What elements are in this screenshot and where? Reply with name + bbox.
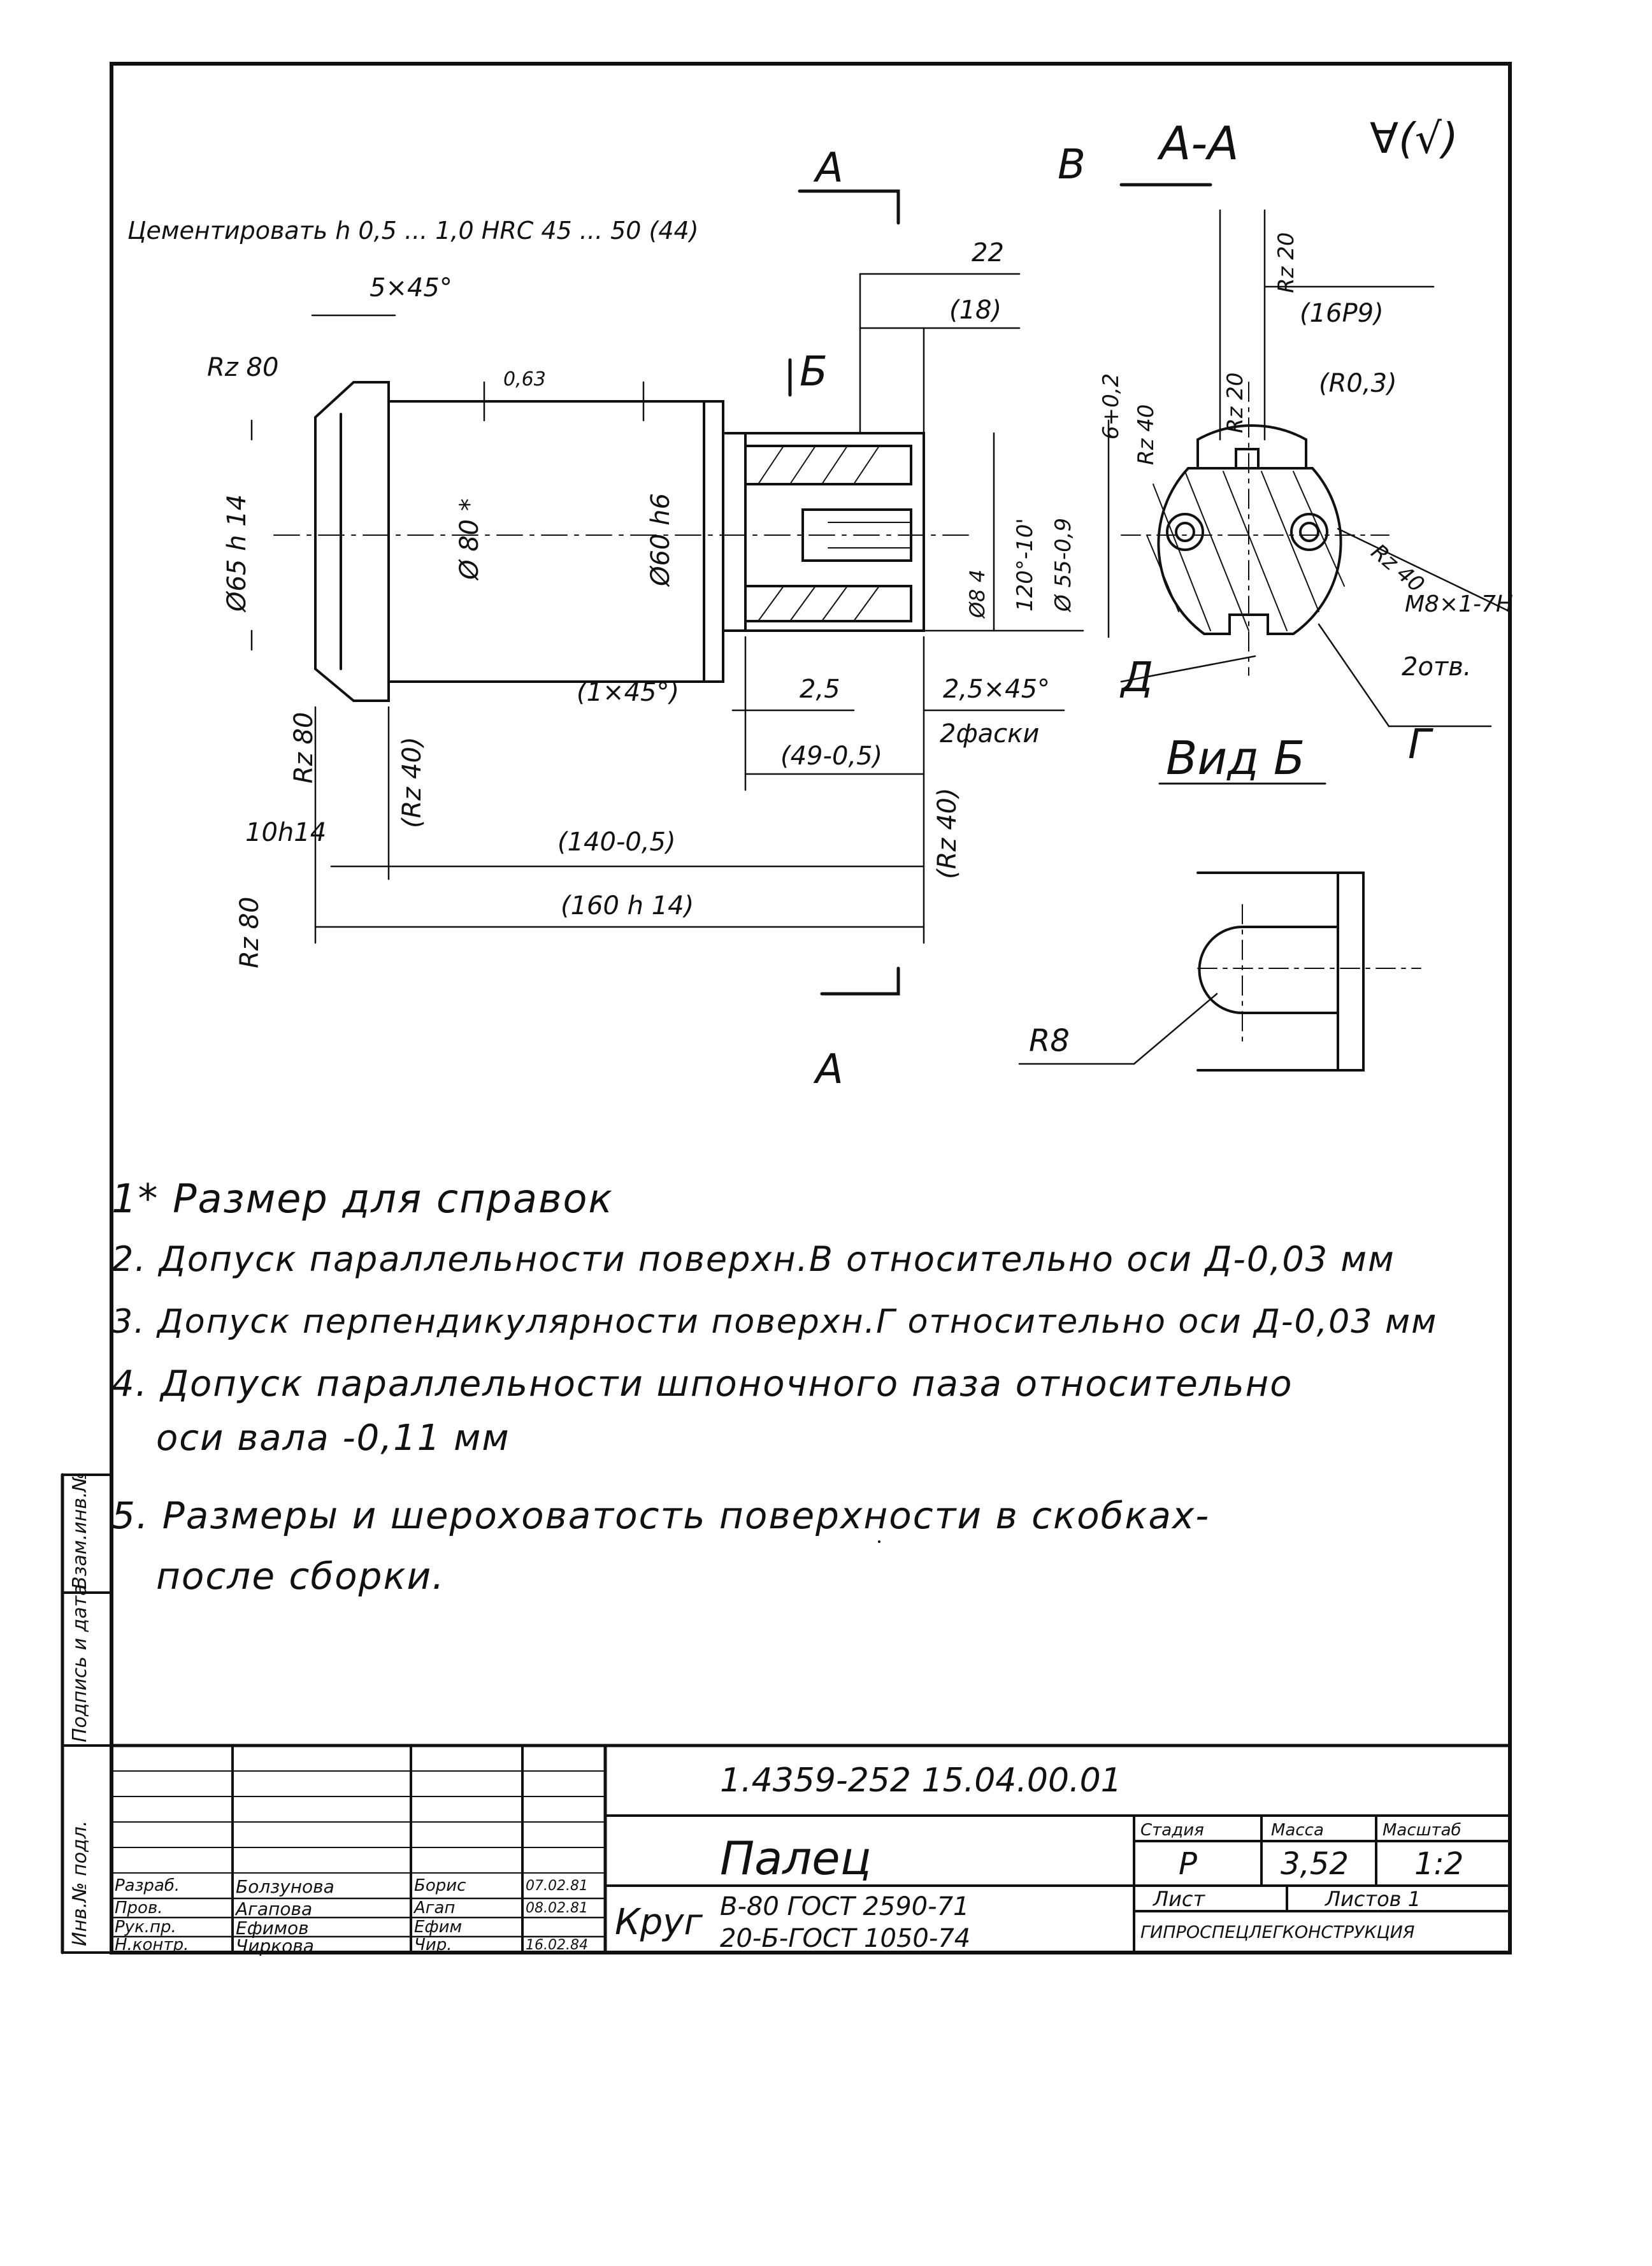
sheet-label: Лист <box>1153 1887 1205 1911</box>
section-aa-title: А-А <box>1160 117 1239 170</box>
shaft-main-view <box>274 382 968 701</box>
dim-two-holes: 2отв. <box>1402 652 1472 682</box>
part-name: Палец <box>720 1832 872 1885</box>
sign-1: Борис <box>414 1876 466 1895</box>
dim-d49: (49-0,5) <box>780 742 883 771</box>
name-1: Болзунова <box>236 1876 334 1897</box>
dim-rz80-b: Rz 80 <box>289 712 319 784</box>
surface-g-label: Г <box>1408 721 1431 768</box>
note-5: 5. Размеры и шероховатость поверхности в скобках- <box>111 1494 1210 1537</box>
dim-chamfer1: (1×45°) <box>577 678 680 707</box>
dim-h14: 10h14 <box>245 818 327 847</box>
view-b <box>1019 784 1421 1070</box>
mass-label: Масса <box>1271 1821 1324 1840</box>
section-a-bottom-label: А <box>815 1046 844 1093</box>
role-3: Рук.пр. <box>115 1918 176 1937</box>
sign-3: Ефим <box>414 1918 463 1937</box>
dim-thread: M8×1-7H <box>1405 591 1513 617</box>
date-2: 08.02.81 <box>526 1900 588 1916</box>
view-b-title: Вид Б <box>1166 731 1305 785</box>
dim-tol063: 0,63 <box>503 368 546 391</box>
dim-d140: (140-0,5) <box>557 828 676 857</box>
dim-rz40-a: (Rz 40) <box>398 736 427 828</box>
dim-rz40-c: Rz 40 <box>1133 404 1159 465</box>
organization: ГИПРОСПЕЦЛЕГКОНСТРУКЦИЯ <box>1140 1923 1415 1942</box>
dim-chamfer-left: 5×45° <box>370 273 452 303</box>
axis-d-label: Д <box>1121 654 1153 701</box>
date-4: 16.02.84 <box>526 1937 588 1953</box>
note-5-cont: после сборки. <box>156 1554 445 1598</box>
dim-deg120: 120°-10' <box>1012 518 1038 612</box>
heat-treatment-note: Цементировать h 0,5 ... 1,0 HRC 45 ... 50 (44) <box>127 217 699 245</box>
dim-dia65: Ø65 h 14 <box>222 494 252 612</box>
side-label-replace: Взам.инв.№ <box>69 1472 91 1589</box>
dim-rz20-a: Rz 20 <box>1274 232 1299 293</box>
dim-d16p9: (16P9) <box>1300 299 1384 328</box>
dim-dia60: Ø60 h6 <box>646 493 675 586</box>
material-line-1: В-80 ГОСТ 2590-71 <box>720 1892 970 1921</box>
dim-two-chamfers: 2фаски <box>940 719 1040 749</box>
doc-number: 1.4359-252 15.04.00.01 <box>720 1761 1122 1800</box>
section-a-top-label: А <box>815 145 844 192</box>
dim-chamfer25: 2,5×45° <box>943 675 1051 704</box>
dim-rz80-a: Rz 80 <box>207 353 279 382</box>
date-1: 07.02.81 <box>526 1878 588 1894</box>
role-1: Разраб. <box>115 1876 180 1895</box>
dim-d25: 2,5 <box>800 675 840 704</box>
dim-r8: R8 <box>1029 1023 1070 1059</box>
sheet-frame <box>111 64 1510 1953</box>
dim-rz40-b: (Rz 40) <box>933 787 962 879</box>
stage-value: Р <box>1179 1846 1197 1882</box>
note-2: 2. Допуск параллельности поверхн.В относительно оси Д-0,03 мм <box>111 1239 1395 1279</box>
scale-label: Масштаб <box>1383 1821 1462 1840</box>
surface-v-label: В <box>1058 141 1086 189</box>
dim-rz20-b: Rz 20 <box>1223 372 1248 433</box>
note-4-cont: оси вала -0,11 мм <box>156 1417 510 1459</box>
sign-4: Чир. <box>414 1935 452 1954</box>
sign-2: Агап <box>414 1898 456 1918</box>
side-label-inv: Инв.№ подл. <box>69 1820 91 1946</box>
note-4: 4. Допуск параллельности шпоночного паза относительно <box>111 1363 1293 1405</box>
material-prefix: Круг <box>615 1902 703 1943</box>
dim-dia55: Ø 55-0,9 <box>1051 517 1076 612</box>
roughness-symbol: ∀(√) <box>1370 114 1458 163</box>
mass-value: 3,52 <box>1281 1846 1349 1882</box>
dim-rz80-c: Rz 80 <box>235 896 264 968</box>
material-line-2: 20-Б-ГОСТ 1050-74 <box>720 1924 971 1953</box>
section-aa-view <box>1109 210 1510 726</box>
note-1: 1* Размер для справок <box>111 1175 614 1222</box>
note-3: 3. Допуск перпендикулярности поверхн.Г относительно оси Д-0,03 мм <box>111 1303 1438 1341</box>
dim-d18: (18) <box>949 296 1002 325</box>
name-3: Ефимов <box>236 1918 309 1939</box>
dim-dia80: Ø 80 * <box>455 498 484 580</box>
view-b-marker: Б <box>800 348 828 396</box>
dim-r03: (R0,3) <box>1319 369 1397 398</box>
role-4: Н.контр. <box>115 1935 189 1954</box>
scale-value: 1:2 <box>1414 1846 1464 1882</box>
role-2: Пров. <box>115 1898 163 1918</box>
dim-dia84: Ø8 4 <box>965 569 989 618</box>
name-4: Чиркова <box>236 1935 314 1956</box>
dim-d22: 22 <box>972 238 1004 268</box>
dim-rz40-d: Rz 40 <box>1366 539 1430 598</box>
stage-label: Стадия <box>1140 1821 1204 1840</box>
sheets-label: Листов 1 <box>1325 1887 1421 1911</box>
name-2: Агапова <box>236 1898 313 1919</box>
side-label-sign-date: Подпись и дата <box>69 1584 91 1742</box>
dim-d160: (160 h 14) <box>561 891 694 921</box>
dim-d6: 6+0,2 <box>1098 373 1124 440</box>
